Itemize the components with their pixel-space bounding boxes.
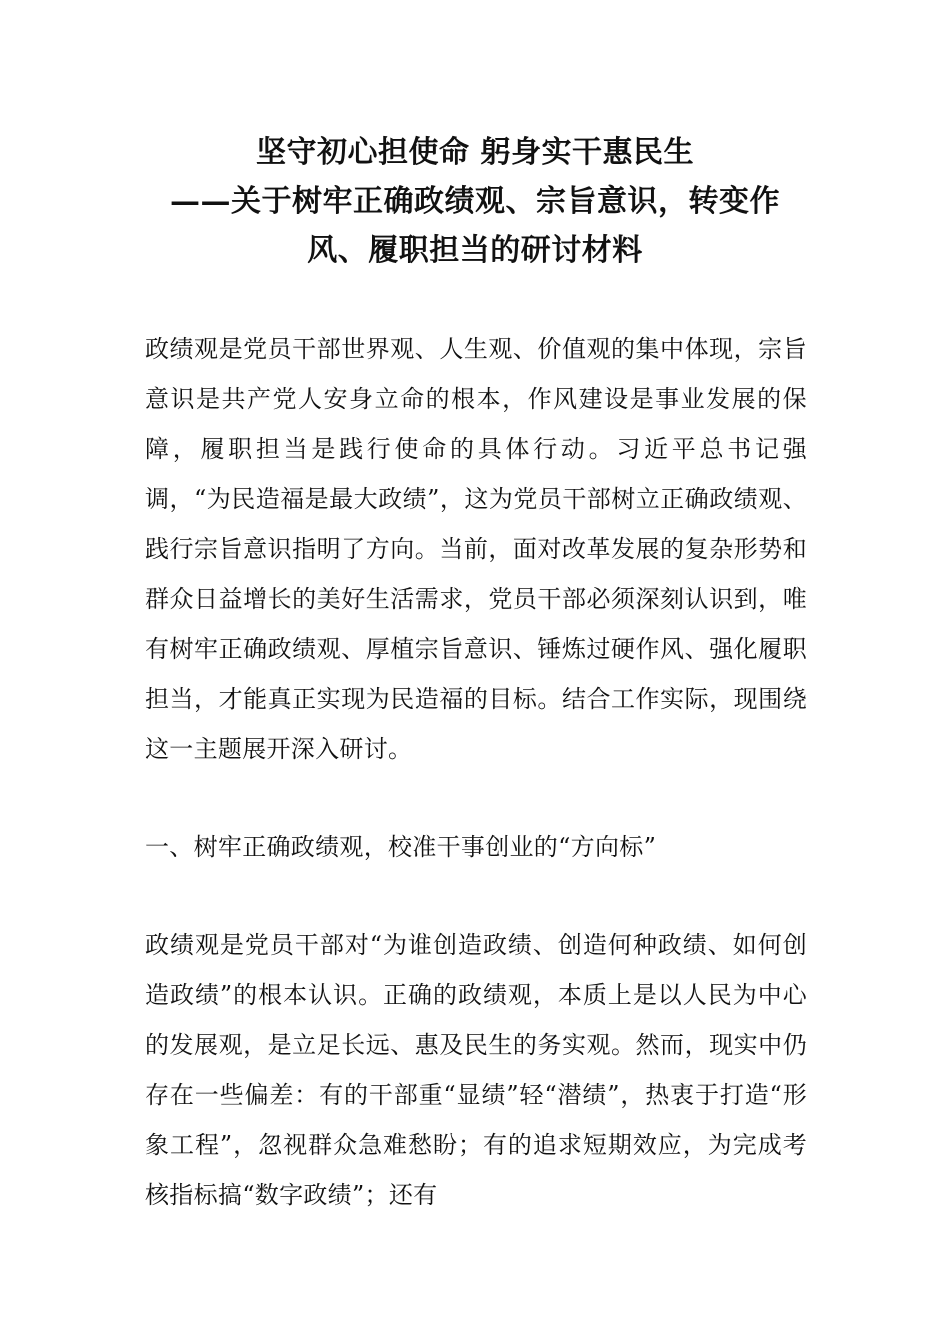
title-line-3: 风、履职担当的研讨材料	[307, 233, 643, 268]
intro-paragraph: 政绩观是党员干部世界观、人生观、价值观的集中体现，宗旨意识是共产党人安身立命的根本，作风建设是事业发展的保障，履职担当是践行使命的具体行动。习近平总书记强调，“为民造福是最大政绩”，这为党员干部树立正确政绩观、践行宗旨意识指明了方向。当前，面对改革发展的复杂形势和群众日益增长的美好生活需求，党员干部必须深刻认识到，唯有树牢正确政绩观、厚植宗旨意识、锤炼过硬作风、强化履职担当，才能真正实现为民造福的目标。结合工作实际，现围绕这一主题展开深入研讨。	[145, 335, 807, 763]
title-line-1: 坚守初心担使命 躬身实干惠民生	[256, 135, 694, 170]
section-heading-1: 一、树牢正确政绩观，校准干事创业的“方向标”	[145, 833, 657, 861]
title-line-2: ——关于树牢正确政绩观、宗旨意识，转变作	[170, 184, 780, 219]
document-title	[145, 128, 805, 275]
section-1-paragraph: 政绩观是党员干部对“为谁创造政绩、创造何种政绩、如何创造政绩”的根本认识。正确的政绩观，本质上是以人民为中心的发展观，是立足长远、惠及民生的务实观。然而，现实中仍存在一些偏差：有的干部重“显绩”轻“潜绩”，热衷于打造“形象工程”，忽视群众急难愁盼；有的追求短期效应，为完成考核指标搞“数字政绩”；还有	[145, 931, 807, 1209]
